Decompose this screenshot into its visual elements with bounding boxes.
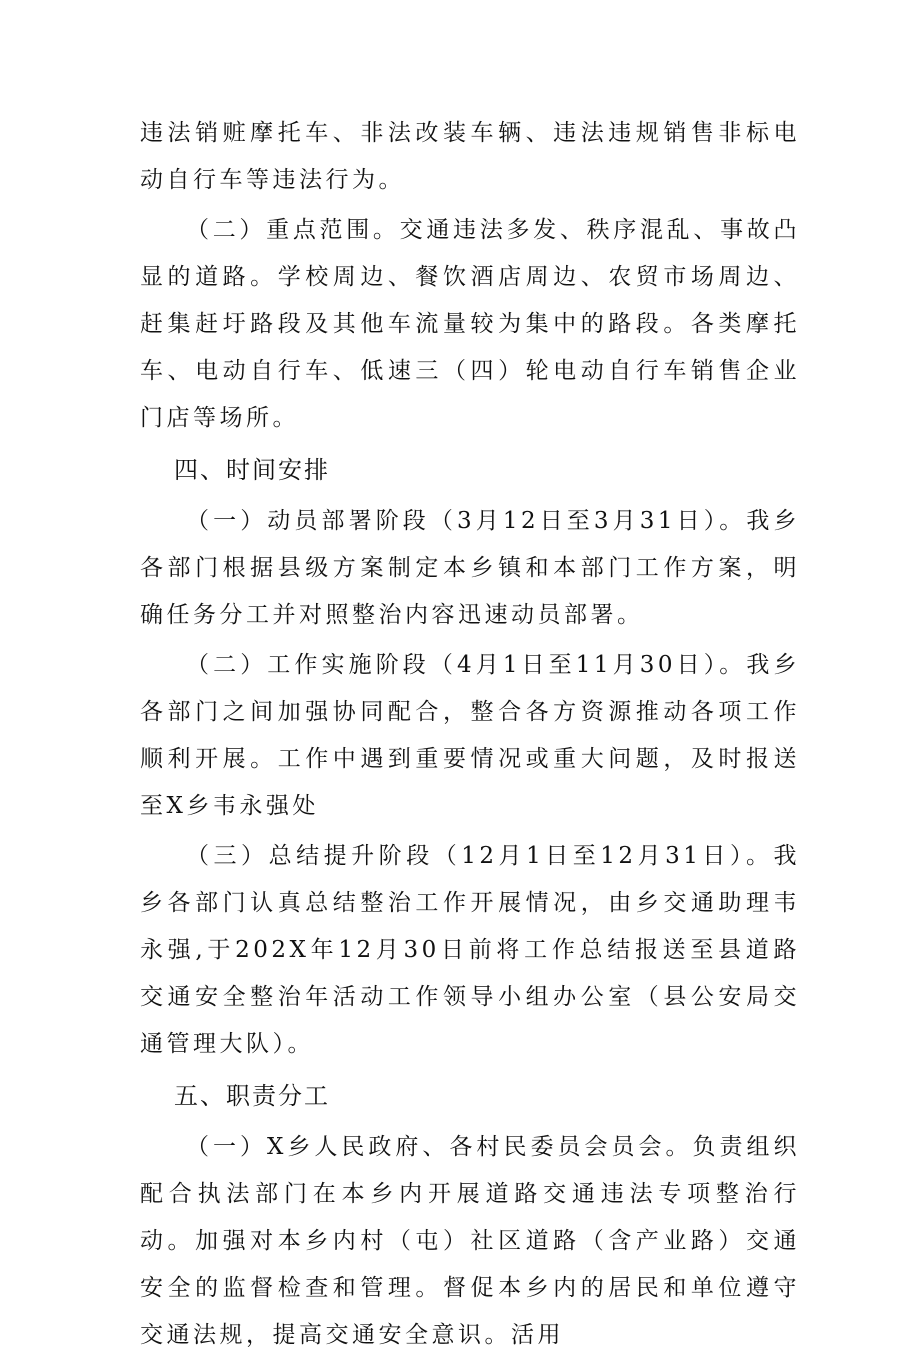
- paragraph-township-government: （一）X乡人民政府、各村民委员会员会。负责组织配合执法部门在本乡内开展道路交通违法专项整治行动。加强对本乡内村（屯）社区道路（含产业路）交通安全的监督检查和管理。督促本乡内的居民和单位遵守交通法规，提高交通安全意识。活用: [140, 1134, 800, 1348]
- paragraph-violations-continued: 违法销赃摩托车、非法改装车辆、违法违规销售非标电动自行车等违法行为。: [140, 120, 800, 193]
- paragraph-mobilization-stage: （一）动员部署阶段（3月12日至3月31日）。我乡各部门根据县级方案制定本乡镇和本部门工作方案，明确任务分工并对照整治内容迅速动员部署。: [140, 508, 800, 628]
- paragraph-summary-stage: （三）总结提升阶段（12月1日至12月31日）。我乡各部门认真总结整治工作开展情况，由乡交通助理韦永强,于202X年12月30日前将工作总结报送至县道路交通安全整治年活动工作领导小组办公室（县公安局交通管理大队）。: [140, 843, 800, 1057]
- paragraph-implementation-stage: （二）工作实施阶段（4月1日至11月30日）。我乡各部门之间加强协同配合，整合各方资源推动各项工作顺利开展。工作中遇到重要情况或重大问题，及时报送至X乡韦永强处: [140, 652, 800, 819]
- paragraph-key-scope: （二）重点范围。交通违法多发、秩序混乱、事故凸显的道路。学校周边、餐饮酒店周边、农贸市场周边、赶集赶圩路段及其他车流量较为集中的路段。各类摩托车、电动自行车、低速三（四）轮电动自行车销售企业门店等场所。: [140, 217, 800, 431]
- section-heading-schedule: 四、时间安排: [174, 456, 330, 484]
- section-heading-responsibilities: 五、职责分工: [174, 1082, 330, 1110]
